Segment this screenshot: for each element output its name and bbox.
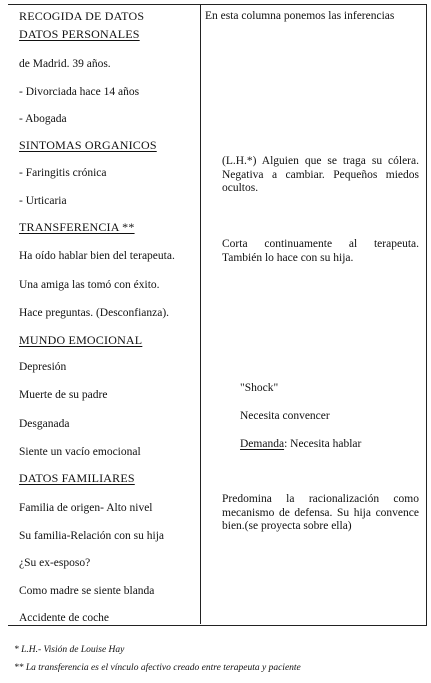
column-divider — [200, 4, 201, 624]
necesita-convencer-note: Necesita convencer — [240, 410, 330, 422]
right-column-header: En esta columna ponemos las inferencias — [205, 10, 395, 22]
list-item: Ha oído hablar bien del terapeuta. — [19, 250, 175, 262]
list-item: - Divorciada hace 14 años — [19, 86, 140, 98]
list-item: Depresión — [19, 361, 67, 373]
list-item: ¿Su ex-esposo? — [19, 557, 91, 569]
list-item: Desganada — [19, 418, 70, 430]
list-item: Su familia-Relación con su hija — [19, 530, 164, 542]
list-item: Siente un vacío emocional — [19, 446, 141, 458]
section-title-sintomas-organicos: SINTOMAS ORGANICOS — [19, 138, 157, 152]
section-title-datos-familiares: DATOS FAMILIARES — [19, 471, 135, 485]
demanda-label: Demanda — [240, 438, 285, 450]
demanda-value: : Necesita hablar — [284, 438, 362, 450]
footnote-lh: * L.H.- Visión de Louise Hay — [14, 645, 125, 655]
left-column-header: RECOGIDA DE DATOS — [19, 9, 145, 23]
inference-transferencia: Corta continuamente al terapeuta. También lo hace con su hija. — [222, 238, 419, 264]
section-title-transferencia: TRANSFERENCIA ** — [19, 220, 135, 234]
section-title-datos-personales: DATOS PERSONALES — [19, 27, 140, 41]
footnote-transferencia: ** La transferencia es el vínculo afectivo creado entre terapeuta y paciente — [14, 663, 301, 673]
list-item: Accidente de coche — [19, 612, 110, 624]
demanda-note — [240, 438, 361, 451]
section-title-mundo-emocional: MUNDO EMOCIONAL — [19, 333, 143, 347]
list-item: Familia de origen- Alto nivel — [19, 502, 153, 514]
inference-familiares: Predomina la racionalización como mecanismo de defensa. Su hija convence bien.(se proyecta sobre ella) — [222, 493, 419, 532]
list-item: - Faringitis crónica — [19, 167, 107, 179]
list-item: de Madrid. 39 años. — [19, 58, 111, 70]
list-item: - Urticaria — [19, 195, 67, 207]
shock-note: "Shock" — [240, 382, 279, 394]
list-item: Como madre se siente blanda — [19, 585, 155, 597]
inference-sintomas: (L.H.*) Alguien que se traga su cólera. Negativa a cambiar. Pequeños miedos ocultos. — [222, 155, 419, 194]
list-item: - Abogada — [19, 113, 67, 125]
list-item: Muerte de su padre — [19, 389, 108, 401]
list-item: Hace preguntas. (Desconfianza). — [19, 307, 170, 319]
list-item: Una amiga las tomó con éxito. — [19, 279, 160, 291]
